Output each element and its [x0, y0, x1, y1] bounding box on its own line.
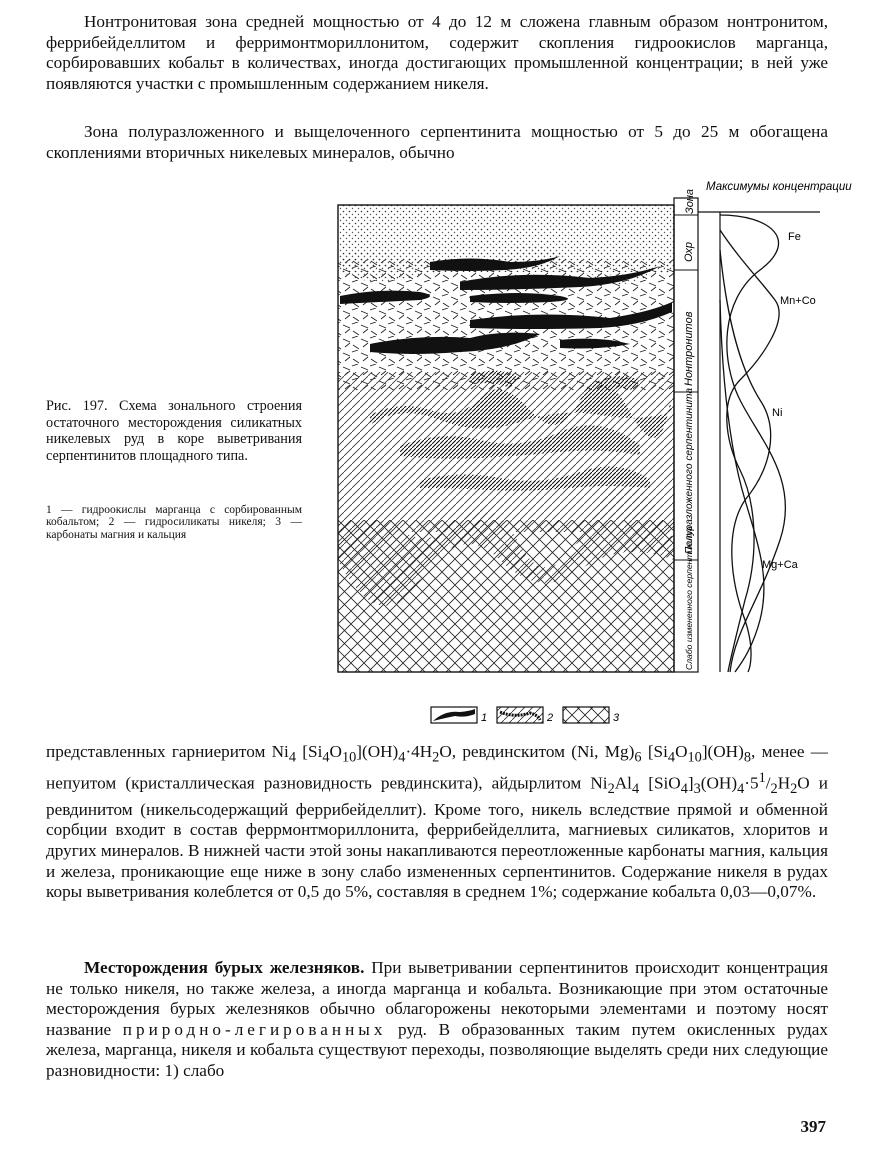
zone-label-nontronite: Нонтронитов: [683, 311, 695, 386]
figure-caption: Рис. 197. Схема зонального строения остаточного месторождения силикатных никелевых руд в коре выветривания серпентинитов площадного типа.: [46, 398, 302, 464]
curve-label-mg-ca: Mg+Ca: [762, 559, 798, 571]
figure-legend-text: 1 — гидроокислы марганца с сорбированным кобальтом; 2 — гидросиликаты никеля; 3 — карбонаты магния и кальция: [46, 504, 302, 541]
paragraph-top: Нонтронитовая зона средней мощностью от 4 до 12 м сложена главным образом нонтронитом, феррибейделлитом и ферримонтмориллонитом, содержит скопления гидроокислов марганца, сорбировавших кобальт в количествах, иногда достигающих промышленной концентрации; в ней уже появляются участки с промышленным содержанием никеля.: [46, 12, 828, 93]
curve-label-fe: Fe: [788, 231, 801, 243]
zone-label-semi-decomposed: Полуразложенного серпентинита: [684, 387, 695, 554]
paragraph-third: представленных гарниеритом $Ni_4$ $[Si_4O_{10}](OH)_4\cdot 4H_2O$, ревдинскитом (Ni, $Mg)_6$ $[Si_4O_{10}](OH)_8$, менее — непуитом (кристаллическая разновидность ревдинскита), айдырлитом $Ni_2Al_4$ $[SiO_4]_3(OH)_4\cdot 5^1/_2H_2O$ и ревдинитом (никельсодержащий феррибейделлит). Кроме того, никель вследствие прямой и обменной сорбции входит в состав феррмонтмориллонита, феррибейделлита, магниевых силикатов, хлоритов и других минералов. В нижней части этой зоны накапливаются переотложенные карбонаты магния, кальция и железа, проникающие еще ниже в зону слабо измененных серпентинитов. Содержание никеля в рудах коры выветривания колеблется от 0,5 до 5%, составляя в среднем 1%; содержание кобальта 0,03—0,07%.: [46, 742, 829, 902]
paragraph-fourth: Месторождения бурых железняков. При выветривании серпентинитов происходит концентрация не только никеля, но также железа, а иногда марганца и кобальта. Возникающие при этом остаточные месторождения бурых железняков обычно облагорожены некоторыми элементами и поэтому носят название природно-легированных руд. В образованных таким путем окисленных рудах железа, марганца, никеля и кобальта существуют переходы, позволяющие выделять среди них следующие разновидности: 1) слабо: [46, 958, 828, 1080]
page-number: 397: [800, 1117, 826, 1136]
legend-number-3: 3: [613, 712, 620, 724]
paragraph-second: Зона полуразложенного и выщелоченного серпентинита мощностью от 5 до 25 м обогащена скоплениями вторичных никелевых минералов, обычно: [46, 122, 828, 162]
zone-label-ochre: Охр: [683, 242, 695, 262]
curve-label-ni: Ni: [772, 407, 783, 419]
zone-header: Зона: [684, 188, 696, 214]
zone-label-slightly-altered: Слабо измененного серпентинита: [684, 526, 694, 670]
legend-number-1: 1: [481, 712, 488, 724]
curve-label-mn-co: Mn+Co: [780, 295, 816, 307]
maxima-header: Максимумы концентрации: [706, 181, 852, 193]
legend-number-2: 2: [547, 712, 554, 724]
